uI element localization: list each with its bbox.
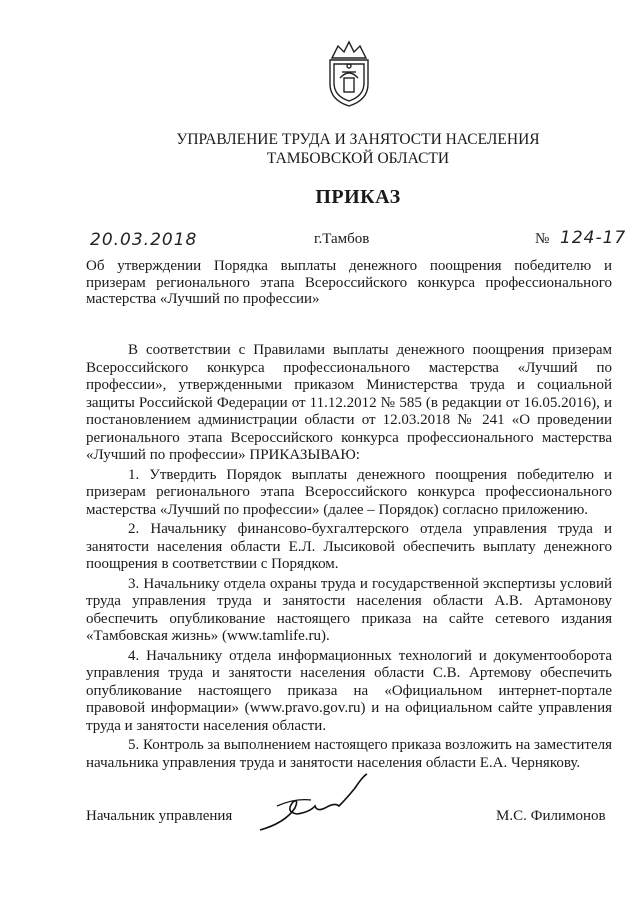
coat-of-arms-emblem: [322, 38, 376, 110]
document-title: ПРИКАЗ: [315, 186, 401, 208]
order-city: г.Тамбов: [314, 231, 370, 247]
order-number-label: №: [535, 231, 550, 247]
preamble-paragraph: В соответствии с Правилами выплаты денежного поощрения призерам Всероссийского конкурса профессионального мастерства «Лучший по профессии», утвержденными приказом Министерства труда и социальной защиты Российской Федерации от 11.12.2012 № 585 (в редакции от 16.05.2016), и постановлением администрации области от 12.03.2018 № 241 «О проведении регионального этапа Всероссийского конкурса профессионального мастерства «Лучший по профессии» ПРИКАЗЫВАЮ:: [86, 342, 612, 463]
signer-position: Начальник управления: [86, 808, 233, 824]
order-item: 5. Контроль за выполнением настоящего приказа возложить на заместителя начальника управления труда и занятости населения области Е.А. Чернякову.: [86, 737, 612, 771]
signer-name: М.С. Филимонов: [496, 808, 606, 824]
organization-name: УПРАВЛЕНИЕ ТРУДА И ЗАНЯТОСТИ НАСЕЛЕНИЯ: [176, 131, 540, 148]
order-item: 4. Начальнику отдела информационных технологий и документооборота управления труда и занятости населения области С.В. Артемову обеспечить опубликование настоящего приказа на «Официальном интернет-портале правовой информации» (www.pravo.gov.ru) и на официальном сайте управления труда и занятости населения области.: [86, 647, 612, 734]
handwritten-signature: [255, 768, 375, 838]
order-body: [86, 342, 612, 772]
order-item: 3. Начальнику отдела охраны труда и государственной экспертизы условий труда управления труда и занятости населения области А.В. Артамонову обеспечить опубликование настоящего приказа на сайте сетевого издания «Тамбовская жизнь» (www.tamlife.ru).: [86, 575, 612, 644]
order-number: 124-17: [560, 228, 627, 248]
order-item: 2. Начальнику финансово-бухгалтерского отдела управления труда и занятости населения области Е.Л. Лысиковой обеспечить выплату денежного поощрения в соответствии с Порядком.: [86, 521, 612, 572]
order-subject: Об утверждении Порядка выплаты денежного поощрения победителю и призерам регионального этапа Всероссийского конкурса профессионального мастерства «Лучший по профессии»: [86, 258, 612, 307]
organization-region: ТАМБОВСКОЙ ОБЛАСТИ: [266, 150, 450, 167]
order-date: 20.03.2018: [90, 230, 198, 250]
order-item: 1. Утвердить Порядок выплаты денежного поощрения победителю и призерам регионального этапа Всероссийского конкурса профессионального мастерства «Лучший по профессии» (далее – Порядок) согласно приложению.: [86, 466, 612, 518]
